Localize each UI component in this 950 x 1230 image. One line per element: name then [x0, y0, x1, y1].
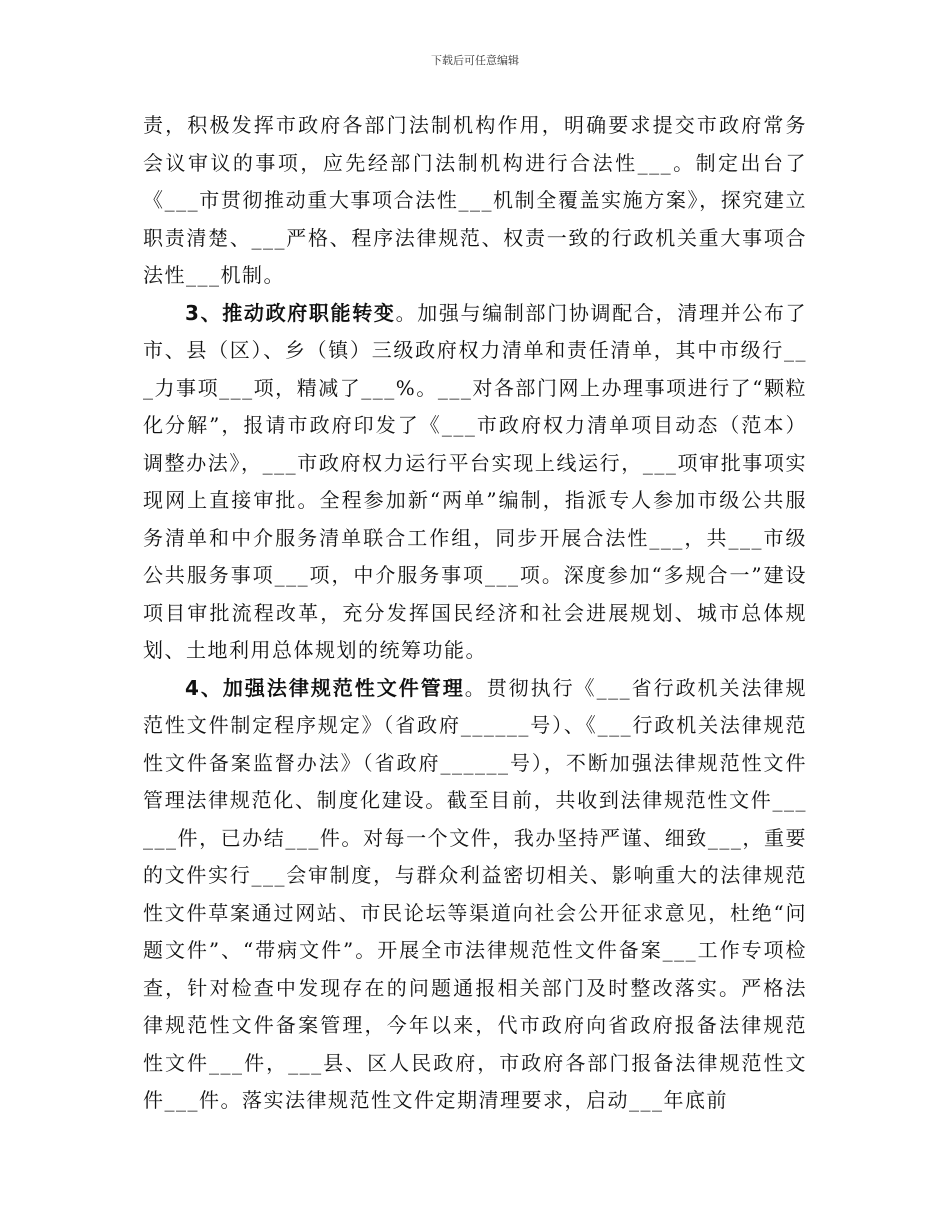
section-heading-4: 4、加强法律规范性文件管理 — [185, 675, 465, 700]
paragraph-section-3 — [143, 295, 807, 670]
paragraph-continuation — [143, 107, 807, 295]
paragraph-text: 。贯彻执行《___省行政机关法律规范性文件制定程序规定》（省政府______号）、《___行政机关法律规范性文件备案监督办法》（省政府______号），不断加强法律规范性文件管理法律规范化、制度化建设。截至目前，共收到法律规范性文件______件，已办结___件。对每一个文件，我办坚持严谨、细致___，重要的文件实行___会审制度，与群众利益密切相关、影响重大的法律规范性文件草案通过网站、市民论坛等渠道向社会公开征求意见，杜绝“问题文件”、“带病文件”。开展全市法律规范性文件备案___工作专项检查，针对检查中发现存在的问题通报相关部门及时整改落实。严格法律规范性文件备案管理，今年以来，代市政府向省政府报备法律规范性文件___件，___县、区人民政府，市政府各部门报备法律规范性文件___件。落实法律规范性文件定期清理要求，启动___年底前 — [143, 675, 807, 1112]
paragraph-section-4 — [143, 670, 807, 1120]
document-body — [143, 107, 807, 1120]
paragraph-text: 。加强与编制部门协调配合，清理并公布了市、县（区）、乡（镇）三级政府权力清单和责任清单，其中市级行___力事项___项，精减了___%。___对各部门网上办理事项进行了“颗粒化分解”，报请市政府印发了《___市政府权力清单项目动态（范本）调整办法》，___市政府权力运行平台实现上线运行，___项审批事项实现网上直接审批。全程参加新“两单”编制，指派专人参加市级公共服务清单和中介服务清单联合工作组，同步开展合法性___，共___市级公共服务事项___项，中介服务事项___项。深度参加“多规合一”建设项目审批流程改革，充分发挥国民经济和社会进展规划、城市总体规划、土地利用总体规划的统筹功能。 — [143, 300, 808, 662]
section-heading-3: 3、推动政府职能转变 — [185, 300, 396, 325]
page-header: 下载后可任意编辑 — [431, 54, 519, 67]
paragraph-text: 责，积极发挥市政府各部门法制机构作用，明确要求提交市政府常务会议审议的事项，应先经部门法制机构进行合法性___。制定出台了《___市贯彻推动重大事项合法性___机制全覆盖实施方案》，探究建立职责清楚、___严格、程序法律规范、权责一致的行政机关重大事项合法性___机制。 — [143, 113, 807, 287]
